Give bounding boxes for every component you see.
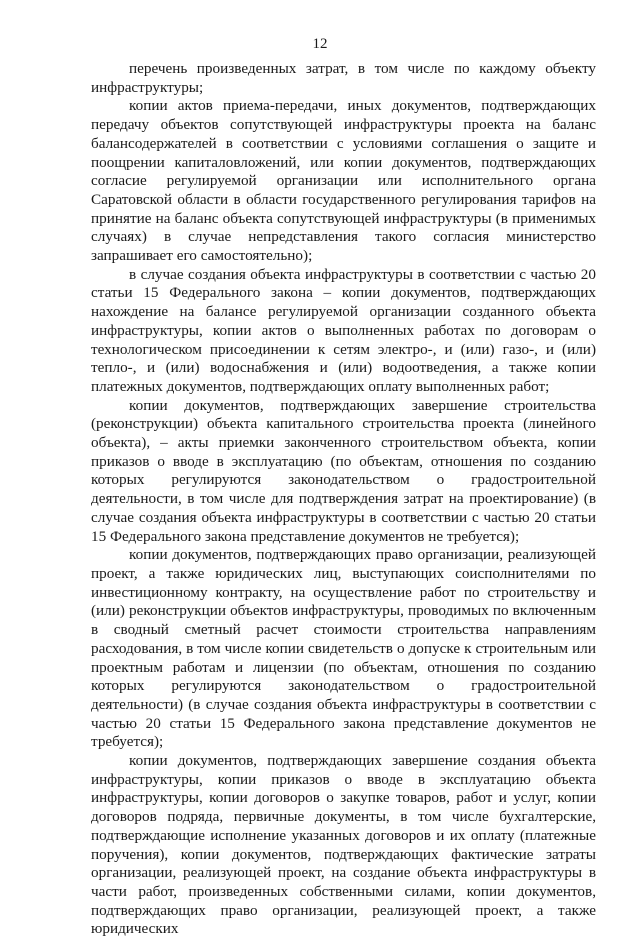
- paragraph-construction-completion: копии документов, подтверждающих завершение строительства (реконструкции) объекта капитального строительства проекта (линейного объекта), – акты приемки законченного строительством объекта, копии приказов о вводе в эксплуатацию (по объектам, отношения по созданию которых регулируются законодательством о градостроительной деятельности, в том числе для подтверждения затрат на проектирование) (в случае создания объекта инфраструктуры в соответствии с частью 20 статьи 15 Федерального закона представление документов не требуется);: [91, 396, 596, 545]
- page-number: 12: [312, 36, 328, 52]
- paragraph-part-20-balance: в случае создания объекта инфраструктуры в соответствии с частью 20 статьи 15 Федерального закона – копии документов, подтверждающих нахождение на балансе регулируемой организации созданного объекта инфраструктуры, копии актов о выполненных работах по договорам о технологическом присоединении к сетям электро-, и (или) газо-, и (или) тепло-, и (или) водоснабжения и (или) водоотведения, а также копии платежных документов, подтверждающих оплату выполненных работ;: [91, 265, 596, 395]
- paragraph-expenses-list: перечень произведенных затрат, в том числе по каждому объекту инфраструктуры;: [91, 60, 596, 96]
- document-body: [91, 60, 596, 939]
- paragraph-works-rights: копии документов, подтверждающих право организации, реализующей проект, а также юридических лиц, выступающих соисполнителями по инвестиционному контракту, на осуществление работ по строительству и (или) реконструкции объектов инфраструктуры, проводимых по включенным в сводный сметный расчет стоимости строительства направлениям расходования, в том числе копии свидетельств о допуске к строительным или проектным работам и лицензии (по объектам, отношения по созданию которых регулируются законодательством о градостроительной деятельности) (в случае создания объекта инфраструктуры в соответствии с частью 20 статьи 15 Федерального закона представление документов не требуется);: [91, 546, 596, 751]
- paragraph-infrastructure-completion: копии документов, подтверждающих завершение создания объекта инфраструктуры, копии приказов о вводе в эксплуатацию объекта инфраструктуры, копии договоров о закупке товаров, работ и услуг, копии договоров подряда, первичные документы, в том числе бухгалтерские, подтверждающие исполнение указанных договоров и их оплату (платежные поручения), копии документов, подтверждающих фактические затраты организации, реализующей проект, на создание объекта инфраструктуры в части работ, произведенных собственными силами, копии документов, подтверждающих право организации, реализующей проект, а также юридических: [91, 752, 596, 938]
- paragraph-transfer-acts: копии актов приема-передачи, иных документов, подтверждающих передачу объектов сопутствующей инфраструктуры проекта на баланс балансодержателей в соответствии с условиями соглашения о защите и поощрении капиталовложений, или копии документов, подтверждающих согласие регулируемой организации или исполнительного органа Саратовской области в области государственного регулирования тарифов на принятие на баланс объекта сопутствующей инфраструктуры (в применимых случаях) в случае непредставления такого согласия министерство запрашивает его самостоятельно);: [91, 97, 596, 265]
